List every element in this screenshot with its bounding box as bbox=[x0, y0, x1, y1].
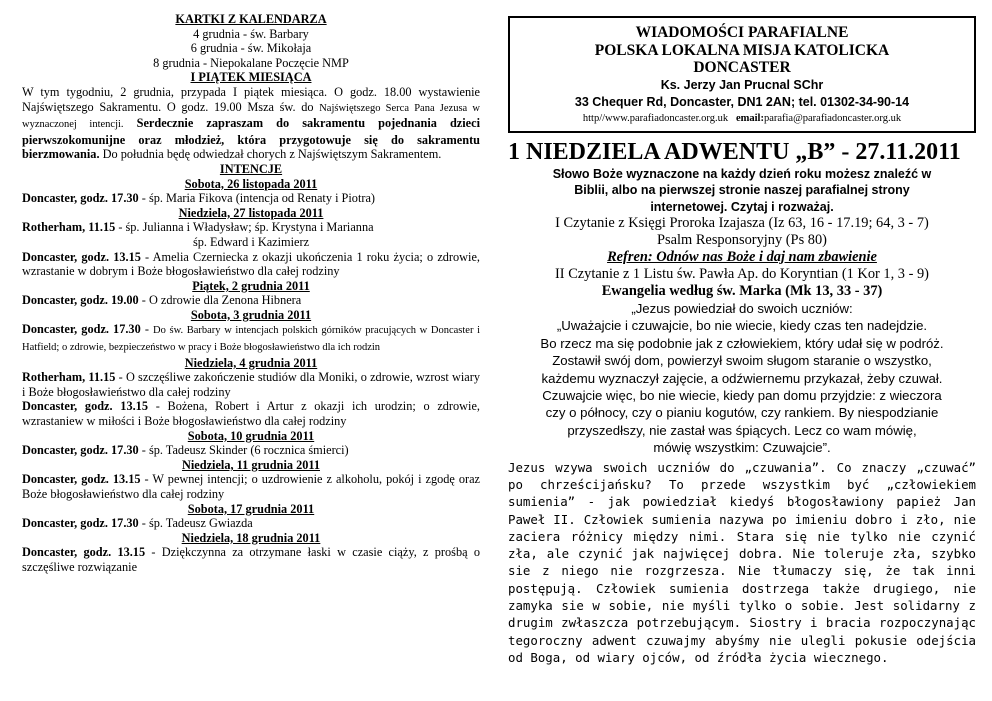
gospel-line: Bo rzecz ma się podobnie jak z człowiekiem, który udał się w podróż. bbox=[540, 335, 944, 351]
commentary: Jezus wzywa swoich uczniów do „czuwania”. Co znaczy „czuwać” po chrześcijańsku? To przede wszystkim być „człowiekiem sumienia” - jak powiedział kiedyś błogosławiony papież Jan Paweł II. Człowiek sumienia nazywa po imieniu dobro i zło, nie zaciera różnicy między nimi. Stara się nie tylko nie czynić zła, ale czynić jak najwięcej dobra. Nie toleruje zła, szybko sie z niego nie rozgrzesza. Nie tłumaczy się, że tak inni postępują. Człowiek sumienia dostrzega także drugiego, nie zamyka sie w sobie, nie myśli tylko o sobie. Jest solidarny z drugim zwłaszcza potrzebującym. Siostry i bracia rozpoczynając tegoroczny adwent czuwajmy abyśmy nie ulegli pokusie odejścia od Boga, od wiary ojców, od źródła życia wiecznego. bbox=[508, 459, 976, 665]
intention-text: - Amelia Czerniecka z okazji ukończenia 1 roku życia; o zdrowie, wzrastanie w dobrym i Boże błogosławieństwo dla całej rodziny bbox=[22, 249, 481, 279]
header-address: 33 Chequer Rd, Doncaster, DN1 2AN; tel. 01302-34-90-14 bbox=[574, 94, 910, 109]
gospel-line: każdemu wyznaczył zajęcie, a odźwiernemu przykazał, żeby czuwał. bbox=[541, 370, 943, 386]
first-reading: I Czytanie z Księgi Proroka Izajasza (Iz 63, 16 - 17.19; 64, 3 - 7) bbox=[555, 215, 929, 231]
first-friday-text-4: Do południa będę odwiedzał chorych z Najświętszym Sakramentem. bbox=[102, 147, 442, 162]
intention-text: - O szczęśliwe zakończenie studiów dla Moniki, o zdrowie, wzrost wiary i Boże błogosławieństwo dla całej rodziny bbox=[22, 370, 480, 399]
intention-place: Doncaster, godz. 13.15 bbox=[22, 249, 141, 264]
parish-header bbox=[508, 16, 976, 133]
intention-place: Doncaster, godz. 17.30 bbox=[22, 322, 141, 337]
intention-date: Sobota, 26 listopada 2011 bbox=[184, 176, 318, 191]
intro-line: internetowej. Czytaj i rozważaj. bbox=[650, 199, 834, 214]
gospel-line: „Uważajcie i czuwajcie, bo nie wiecie, kiedy czas ten nadejdzie. bbox=[556, 318, 928, 334]
intention-entry bbox=[22, 322, 480, 355]
intention-date: Sobota, 3 grudnia 2011 bbox=[190, 307, 312, 322]
gospel-line: czy o północy, czy o pianiu kogutów, czy rankiem. By niespodzianie bbox=[545, 405, 939, 421]
intro-line: Słowo Boże wyznaczone na każdy dzień roku możesz znaleźć w bbox=[552, 166, 932, 181]
calendar-entry: 4 grudnia - św. Barbary bbox=[193, 26, 309, 41]
intention-text: - śp. Tadeusz Gwiazda bbox=[138, 516, 253, 531]
refren: Refren: Odnów nas Boże i daj nam zbawienie bbox=[607, 249, 877, 265]
gospel-heading: Ewangelia według św. Marka (Mk 13, 33 - 37) bbox=[601, 283, 883, 299]
intention-place: Doncaster, godz. 13.15 bbox=[22, 399, 148, 414]
intention-text: - W pewnej intencji; o uzdrowienie z alkoholu, pokój i zgodę oraz Boże błogosławieństwo dla całej rodziny bbox=[22, 472, 480, 501]
calendar-entry: 6 grudnia - św. Mikołaja bbox=[190, 41, 312, 56]
intention-place: Doncaster, godz. 13.15 bbox=[22, 472, 141, 487]
intention-place: Doncaster, godz. 13.15 bbox=[22, 545, 146, 560]
header-title: DONCASTER bbox=[693, 59, 791, 76]
first-friday-text-2: Najświętszego Serca Pana Jezusa w wyznaczonej intencji. bbox=[22, 102, 481, 131]
main-title: 1 NIEDZIELA ADWENTU „B” - 27.11.2011 bbox=[508, 138, 961, 165]
second-reading: II Czytanie z 1 Listu św. Pawła Ap. do Koryntian (1 Kor 1, 3 - 9) bbox=[555, 266, 929, 282]
intro-text bbox=[508, 166, 976, 216]
intention-place: Rotherham, 11.15 bbox=[22, 370, 116, 385]
header-title: POLSKA LOKALNA MISJA KATOLICKA bbox=[594, 41, 890, 59]
intention-place: Doncaster, godz. 17.30 bbox=[22, 443, 139, 458]
intention-text: - bbox=[140, 322, 154, 337]
header-email-label: email: bbox=[735, 112, 764, 124]
intention-date: Niedziela, 4 grudnia 2011 bbox=[184, 355, 318, 370]
intention-entry bbox=[22, 443, 480, 458]
intention-date: Sobota, 10 grudnia 2011 bbox=[187, 428, 315, 443]
first-friday-heading: I PIĄTEK MIESIĄCA bbox=[190, 70, 312, 85]
intention-entry bbox=[22, 250, 480, 279]
intention-entry bbox=[22, 370, 480, 399]
intention-date: Sobota, 17 grudnia 2011 bbox=[187, 501, 315, 516]
intention-date: Piątek, 2 grudnia 2011 bbox=[192, 278, 310, 293]
intention-place: Doncaster, godz. 17.30 bbox=[22, 191, 139, 206]
intention-text: - śp. Maria Fikova (intencja od Renaty i Piotra) bbox=[138, 191, 376, 206]
intention-place: Doncaster, godz. 17.30 bbox=[22, 516, 139, 531]
intention-text: - Dziękczynna za otrzymane łaski w czasie ciąży, z prośbą o szczęśliwe rozwiązanie bbox=[22, 545, 480, 574]
intention-entry bbox=[22, 472, 480, 501]
left-column bbox=[22, 12, 480, 575]
intention-continuation: śp. Edward i Kazimierz bbox=[192, 234, 310, 249]
header-email[interactable]: parafia@parafiadoncaster.org.uk bbox=[763, 112, 902, 124]
calendar-heading: KARTKI Z KALENDARZA bbox=[175, 12, 327, 26]
intentions-heading: INTENCJE bbox=[219, 161, 283, 176]
first-friday-text bbox=[22, 85, 480, 162]
gospel-line: „Jezus powiedział do swoich uczniów: bbox=[631, 301, 853, 316]
gospel-text bbox=[508, 300, 976, 457]
intention-place: Rotherham, 11.15 bbox=[22, 220, 116, 235]
calendar-entry: 8 grudnia - Niepokalane Poczęcie NMP bbox=[153, 55, 349, 70]
intention-text: - Bożena, Robert i Artur z okazji ich urodzin; o zdrowie, wzrastaniew w miłości i Boże błogosławieństwo dla całej rodziny bbox=[22, 399, 480, 429]
intro-line: Biblii, albo na pierwszej stronie naszej parafialnej strony bbox=[574, 183, 910, 197]
gospel-line: Zostawił swój dom, powierzył swoim sługom staranie o wszystko, bbox=[552, 353, 932, 369]
header-contact bbox=[516, 111, 968, 127]
intention-place: Doncaster, godz. 19.00 bbox=[22, 293, 139, 308]
psalm: Psalm Responsoryjny (Ps 80) bbox=[657, 232, 827, 248]
intention-date: Niedziela, 27 listopada 2011 bbox=[178, 205, 324, 220]
gospel-line: Czuwajcie więc, bo nie wiecie, kiedy pan domu przyjdzie: z wieczora bbox=[542, 388, 942, 404]
header-priest: Ks. Jerzy Jan Prucnal SChr bbox=[660, 77, 824, 92]
intention-date: Niedziela, 11 grudnia 2011 bbox=[181, 457, 320, 472]
intention-text: - O zdrowie dla Zenona Hibnera bbox=[138, 293, 302, 308]
intention-text: - śp. Julianna i Władysław; śp. Krystyna i Marianna bbox=[115, 220, 374, 235]
header-website[interactable]: http//www.parafiadoncaster.org.uk bbox=[582, 112, 729, 124]
intention-entry bbox=[22, 399, 480, 428]
header-title: WIADOMOŚCI PARAFIALNE bbox=[635, 24, 849, 41]
intention-entry bbox=[22, 545, 480, 574]
gospel-line: mówię wszystkim: Czuwajcie”. bbox=[653, 440, 831, 456]
intention-entry bbox=[22, 191, 480, 206]
intention-text-small: Do św. Barbary w intencjach polskich górników pracujących w Doncaster i Hatfield; o zdrowie, bezpieczeństwo w pracy i Boże błogosławieństwo dla ich rodzin bbox=[22, 325, 480, 354]
intention-text: - śp. Tadeusz Skinder (6 rocznica śmierci) bbox=[138, 443, 349, 458]
first-friday-invitation: Serdecznie zapraszam do sakramentu pojednania dzieci pierwszokomunijne oraz młodzież, która przygotowuje się do sakramentu bierzmowania. bbox=[22, 116, 480, 162]
gospel-line: przyszedłszy, nie zastał was śpiących. Lecz co wam mówię, bbox=[567, 422, 917, 438]
right-column bbox=[508, 12, 976, 666]
intention-entry bbox=[22, 516, 480, 531]
intention-entry bbox=[22, 293, 480, 308]
first-friday-text-1: W tym tygodniu, 2 grudnia, przypada I piątek miesiąca. O godz. 18.00 wystawienie Najświętszego Sakramentu. O godz. 19.00 Msza św. do bbox=[22, 84, 480, 114]
intention-entry bbox=[22, 220, 480, 235]
intention-date: Niedziela, 18 grudnia 2011 bbox=[181, 530, 321, 545]
